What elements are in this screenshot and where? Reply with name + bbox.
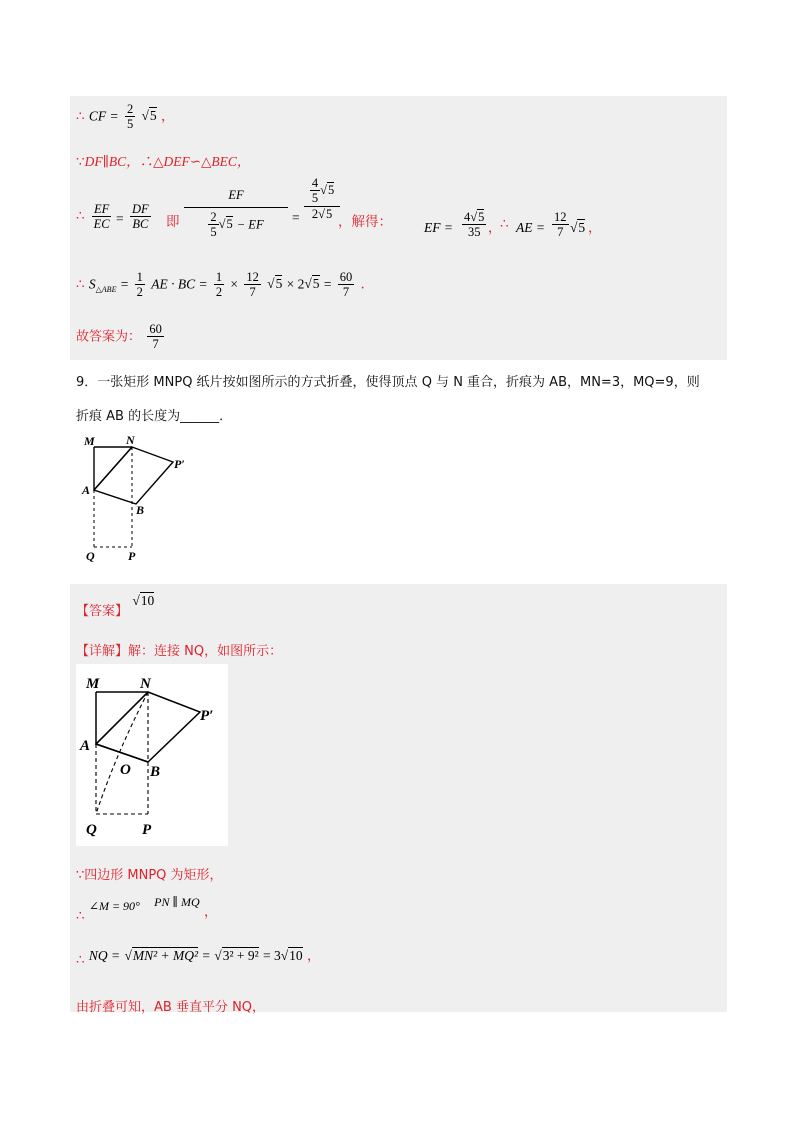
label-p-prime: P′ xyxy=(174,457,185,471)
frac-num: 2 xyxy=(126,102,134,116)
comma: ， xyxy=(160,108,175,125)
sqrt-radicand: 5 xyxy=(275,276,283,292)
line-answer-9 xyxy=(76,593,155,619)
fraction-12-7 xyxy=(552,210,569,240)
angle-m: ∠M = 90° xyxy=(88,899,140,913)
line-cf xyxy=(76,102,174,132)
rhs-fraction: $\frac{4}{5}$ √5 2√5 xyxy=(304,176,340,222)
line-area: ∴ $S_{\triangle ABE}$ = $\frac{1}{2}$ AE · BC = $\frac{1}{2}$ × $\frac{12}{7}$ √5 × 2√5 = $\frac{60}{7}$ . xyxy=(76,270,365,300)
frac-den: 2 xyxy=(136,285,143,300)
therefore-symbol: ∴ xyxy=(76,208,85,224)
period: . xyxy=(360,276,365,293)
sqrt-radicand: 5 xyxy=(325,206,333,221)
minus-ef: − EF xyxy=(236,217,264,232)
question-number: 9． xyxy=(76,375,98,390)
frac-den: EC xyxy=(93,217,110,232)
frac-num: 12 xyxy=(246,270,259,284)
frac-den: 2 xyxy=(215,285,223,300)
times-two: × 2 xyxy=(286,276,305,292)
step-1-text: ∵四边形 MNPQ 为矩形， xyxy=(76,868,223,883)
step-nq: ∴ NQ = √MN² + MQ² = √3² + 9² = 3√10 ， xyxy=(76,948,321,968)
frac-den: 7 xyxy=(557,225,564,240)
therefore-symbol: ∴ xyxy=(76,952,85,968)
question-text-2: 折痕 AB 的长度为______． xyxy=(76,409,233,424)
sqrt-radicand: 5 xyxy=(226,217,233,232)
question-9-line-2 xyxy=(76,405,232,424)
solve-text: ，解得： xyxy=(338,214,392,230)
area-symbol: S xyxy=(88,276,96,292)
step-angle xyxy=(76,894,218,924)
sqrt-radicand: 5 xyxy=(478,210,485,224)
sqrt-radicand: 5 xyxy=(327,183,335,198)
sqrt-radicand: 10 xyxy=(289,948,303,963)
question-text: 一张矩形 MNPQ 纸片按如图所示的方式折叠，使得顶点 Q 与 N 重合，折痕为 AB，MN=3，MQ=9，则 xyxy=(97,375,700,390)
frac-num: 12 xyxy=(554,210,567,224)
frac-den: 7 xyxy=(342,285,350,300)
sqrt-5: √5 xyxy=(141,108,157,124)
therefore-symbol: ∴ xyxy=(500,216,509,232)
sqrt-radicand: MN² + MQ² xyxy=(132,948,199,963)
pn-parallel-mq: PN ∥ MQ xyxy=(154,895,200,909)
comma: ， xyxy=(588,220,602,236)
label-p: P xyxy=(142,822,152,838)
fraction-ef-ec xyxy=(92,202,111,232)
frac-num: 1 xyxy=(136,270,143,284)
label-m: M xyxy=(86,676,100,692)
frac-den: 7 xyxy=(249,285,256,300)
therefore-symbol: ∴ xyxy=(76,908,85,924)
question-9-line-1 xyxy=(76,371,700,390)
frac-den: 5 xyxy=(311,191,319,206)
fraction-half xyxy=(214,270,224,300)
comma: ， xyxy=(306,948,321,964)
label-m: M xyxy=(84,434,95,448)
label-n: N xyxy=(126,433,135,447)
label-p-prime: P′ xyxy=(200,708,214,724)
line-detail xyxy=(76,640,282,659)
frac-num: 60 xyxy=(149,322,162,336)
similar-triangles-text: DF∥BC，∴△DEF∽△BEC， xyxy=(84,154,251,169)
frac-num: 2 xyxy=(210,210,217,224)
therefore-symbol: ∴ xyxy=(76,108,85,125)
area-subscript: △ABE xyxy=(95,285,117,295)
equals: = xyxy=(323,276,332,292)
therefore-symbol: ∴ xyxy=(76,276,85,293)
ji-text: 即 xyxy=(166,214,180,230)
sqrt-10: √10 xyxy=(132,593,155,608)
ae-bc: AE · BC = xyxy=(151,276,208,292)
fraction-answer xyxy=(147,322,164,352)
frac-den: 5 xyxy=(126,117,134,132)
frac-num: DF xyxy=(132,202,149,216)
fold-figure xyxy=(78,432,198,564)
line-similar xyxy=(76,150,250,170)
fold-figure-with-o xyxy=(76,664,228,846)
step-fold xyxy=(76,996,265,1015)
label-b: B xyxy=(136,503,145,517)
big-frac-den: $\frac{2}{5}$ √5 − EF xyxy=(210,210,264,240)
ef-lhs: EF = xyxy=(424,220,453,235)
answer-label: 故答案为： xyxy=(76,329,142,345)
frac-den: 35 xyxy=(467,225,481,240)
sqrt-radicand: 5 xyxy=(578,220,586,235)
ae-lhs: AE = xyxy=(516,220,545,235)
fraction-ef-solution: $\frac{4√5}{35}$ xyxy=(464,210,485,240)
line-answer-prev xyxy=(76,322,166,352)
sqrt-radicand: 10 xyxy=(140,593,155,608)
frac-num: EF xyxy=(94,202,110,216)
label-p: P xyxy=(128,549,136,563)
detail-text: 解：连接 NQ，如图所示： xyxy=(128,644,283,659)
rhs-den: 2 xyxy=(311,206,319,221)
equals: = xyxy=(202,948,210,963)
big-fraction xyxy=(184,188,288,240)
frac-den: 5 xyxy=(210,225,217,240)
sqrt-5: √5 xyxy=(570,220,586,235)
step-rectangle xyxy=(76,864,223,883)
fraction-two-fifths xyxy=(125,102,135,132)
label-b: B xyxy=(150,764,161,780)
times: × xyxy=(230,276,239,292)
comma: ， xyxy=(203,904,218,920)
nq-lhs: NQ = xyxy=(88,948,121,963)
equals: = xyxy=(116,211,124,226)
equals-three: = 3 xyxy=(262,948,281,963)
sqrt-radicand: 3² + 9² xyxy=(222,948,259,963)
sqrt-radicand: 5 xyxy=(312,276,320,292)
sqrt-radicand: 5 xyxy=(149,108,157,124)
big-frac-num: EF xyxy=(184,188,288,208)
because-symbol: ∵ xyxy=(76,154,85,170)
label-n: N xyxy=(140,676,151,692)
detail-label: 【详解】 xyxy=(76,644,129,659)
frac-num: 60 xyxy=(339,270,353,284)
label-a: A xyxy=(82,483,91,497)
equals: = xyxy=(292,210,300,225)
label-q: Q xyxy=(86,549,95,563)
fraction-df-bc xyxy=(130,202,151,232)
cf-lhs: CF = xyxy=(88,108,119,124)
comma: ， xyxy=(488,220,502,236)
label-a: A xyxy=(80,738,91,754)
step-4-text: 由折叠可知，AB 垂直平分 NQ， xyxy=(76,1000,266,1015)
fraction-60-7 xyxy=(338,270,355,300)
label-o: O xyxy=(120,762,131,778)
fraction-half xyxy=(135,270,145,300)
frac-num: 4 xyxy=(464,210,471,224)
frac-num: 1 xyxy=(215,270,223,284)
frac-num: 4 xyxy=(311,176,319,190)
answer-label: 【答案】 xyxy=(76,604,129,619)
label-q: Q xyxy=(86,822,97,838)
equals: = xyxy=(120,276,129,292)
frac-den: BC xyxy=(132,217,149,232)
fraction-12-7 xyxy=(244,270,261,300)
frac-den: 7 xyxy=(152,337,159,352)
